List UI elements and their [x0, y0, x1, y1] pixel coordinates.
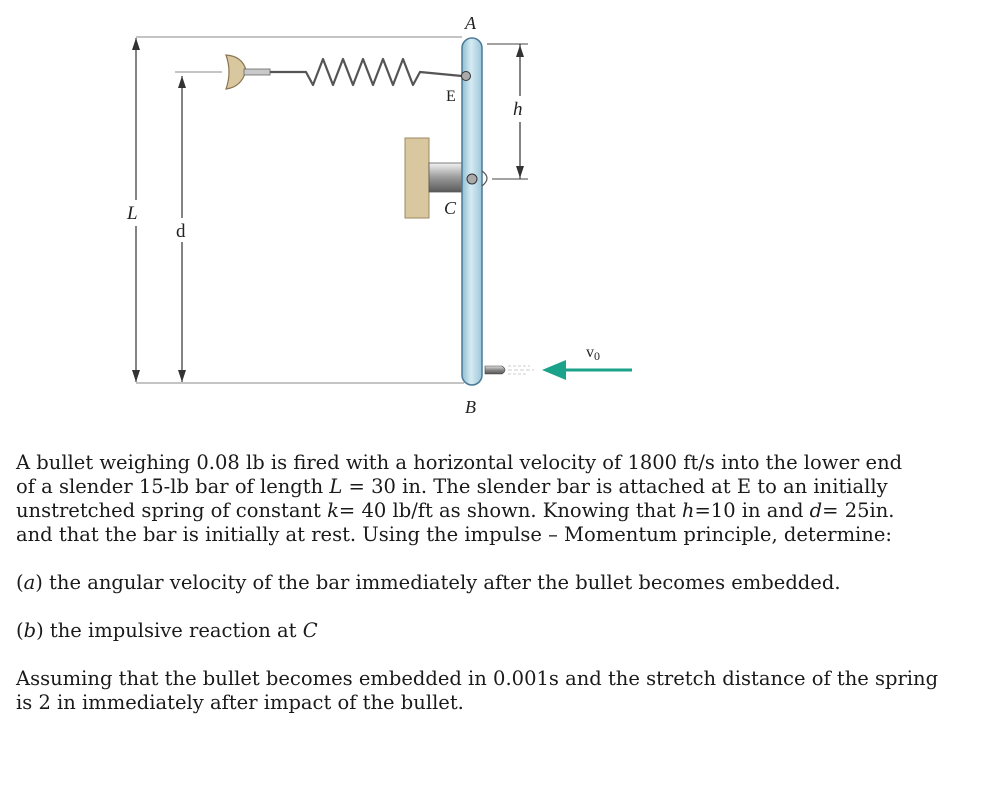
spring	[270, 59, 462, 85]
part-a: (a) the angular velocity of the bar immediately after the bullet becomes embedded.	[16, 571, 841, 594]
assumption-line-2: is 2 in immediately after impact of the bullet.	[16, 691, 464, 714]
statement-line-2: of a slender 15-lb bar of length L = 30 in. The slender bar is attached at E to an initially	[16, 475, 888, 498]
assumption	[16, 667, 976, 715]
velocity-arrow	[542, 344, 632, 380]
label-B: B	[465, 397, 476, 417]
label-v0: v0	[586, 344, 600, 363]
statement-line-1: A bullet weighing 0.08 lb is fired with a horizontal velocity of 1800 ft/s into the lower end	[16, 451, 903, 474]
slender-bar	[462, 38, 482, 385]
label-C: C	[444, 198, 457, 218]
pivot-support-C	[405, 138, 470, 218]
label-E: E	[446, 88, 456, 105]
label-h: h	[513, 99, 523, 120]
dimension-d	[172, 72, 222, 382]
problem-text	[16, 451, 976, 715]
spring-anchor	[226, 55, 270, 89]
label-d: d	[176, 221, 186, 242]
pin-E	[462, 72, 471, 81]
statement-line-4: and that the bar is initially at rest. Using the impulse – Momentum principle, determine:	[16, 523, 892, 546]
part-b: (b) the impulsive reaction at C	[16, 619, 318, 642]
assumption-line-1: Assuming that the bullet becomes embedded in 0.001s and the stretch distance of the spring	[16, 667, 939, 690]
label-L: L	[127, 203, 138, 224]
dimension-h	[487, 44, 530, 179]
problem-statement	[16, 451, 976, 547]
label-A: A	[465, 13, 476, 33]
bullet	[485, 366, 534, 374]
statement-line-3: unstretched spring of constant k= 40 lb/ft as shown. Knowing that h=10 in and d= 25in.	[16, 499, 895, 522]
